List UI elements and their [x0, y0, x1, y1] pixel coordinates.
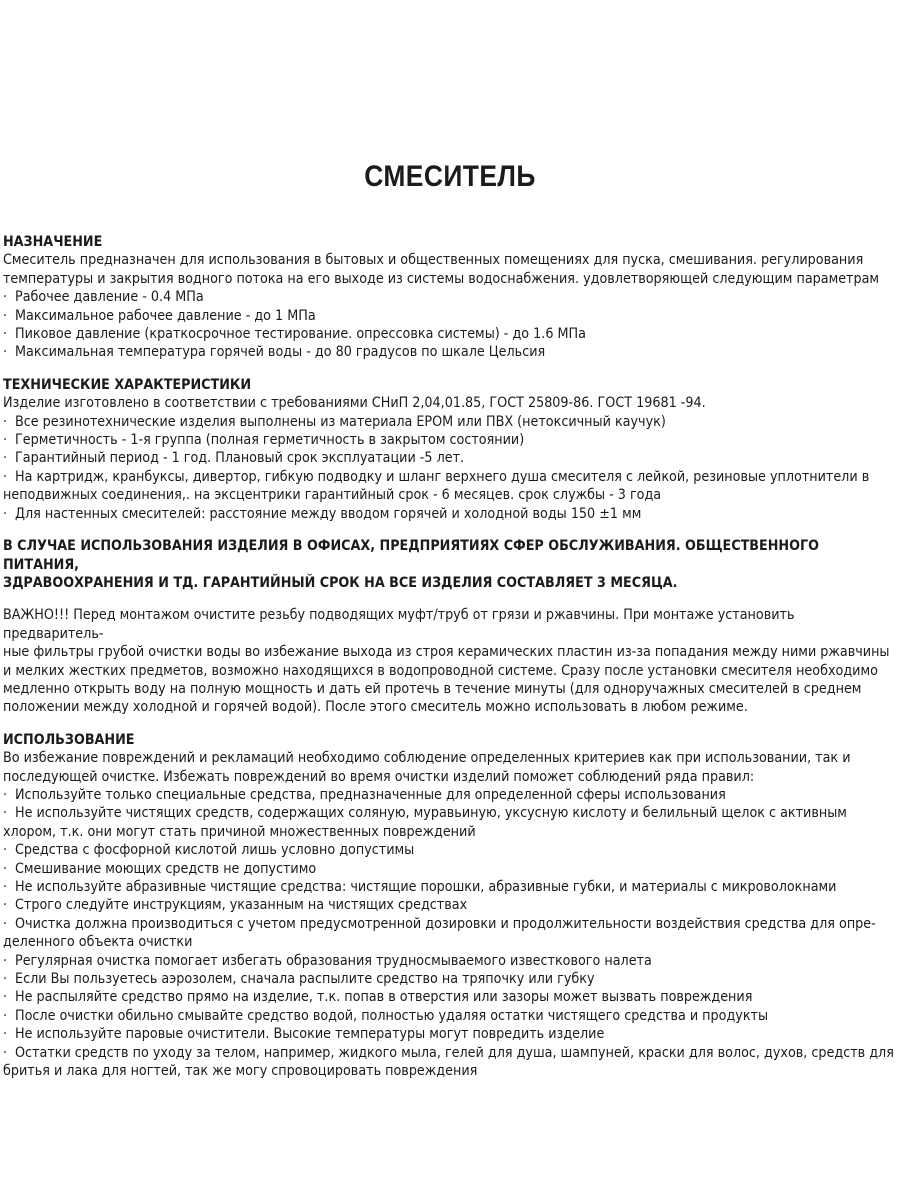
important-line: ВАЖНО!!! Перед монтажом очистите резьбу подводящих муфт/труб от грязи и ржавчины. При монтаже установить предваритель-: [3, 607, 795, 642]
usage-bullet-continuation: бритья и лака для ногтей, так же могу спровоцировать повреждения: [3, 1063, 478, 1080]
usage-bullet: · После очистки обильно смывайте средство водой, полностью удаляя остатки чистящего средства и продукты: [3, 1007, 769, 1024]
purpose-line: Смеситель предназначен для использования в бытовых и общественных помещениях для пуска, смешивания. регулирования: [3, 252, 864, 269]
section-heading-specs: ТЕХНИЧЕСКИЕ ХАРАКТЕРИСТИКИ: [3, 376, 252, 393]
purpose-bullet: · Рабочее давление - 0.4 МПа: [3, 289, 204, 306]
specs-bullet: · На картридж, кранбуксы, дивертор, гибкую подводку и шланг верхнего душа смесителя с лейкой, резиновые уплотнители в: [3, 468, 870, 485]
specs-bullet: · Гарантийный период - 1 год. Плановый срок эксплуатации -5 лет.: [3, 450, 465, 467]
purpose-bullet: · Максимальное рабочее давление - до 1 МПа: [3, 307, 316, 324]
specs-bullet: · Все резинотехнические изделия выполнены из материала ЕРОМ или ПВХ (нетоксичный каучук): [3, 413, 666, 430]
usage-bullet: · Используйте только специальные средства, предназначенные для определенной сферы использования: [3, 786, 726, 803]
important-line: положении между холодной и горячей водой). После этого смеситель можно использовать в любом режиме.: [3, 699, 748, 716]
specs-intro: Изделие изготовлено в соответствии с требованиями СНиП 2,04,01.85, ГОСТ 25809-86. ГОСТ 19681 -94.: [3, 395, 706, 412]
usage-bullet: · Средства с фосфорной кислотой лишь условно допустимы: [3, 842, 415, 859]
usage-bullet-list: [3, 786, 897, 1081]
important-line: медленно открыть воду на полную мощность и дать ей протечь в течение минуты (для одноручажных смесителей в среднем: [3, 680, 862, 697]
usage-bullet: · Строго следуйте инструкциям, указанным на чистящих средствах: [3, 897, 468, 914]
usage-bullet: · Смешивание моющих средств не допустимо: [3, 860, 317, 877]
usage-bullet: · Не используйте абразивные чистящие средства: чистящие порошки, абразивные губки, и материалы с микроволокнами: [3, 879, 837, 895]
purpose-line: температуры и закрытия водного потока на его выходе из системы водоснабжения. удовлетворяющей следующим параметрам: [3, 270, 880, 287]
document-body: [3, 233, 897, 1080]
usage-bullet: · Регулярная очистка помогает избегать образования трудносмываемого известкового налета: [3, 952, 652, 969]
document-title: СМЕСИТЕЛЬ: [364, 160, 536, 193]
usage-bullet: · Не используйте паровые очистители. Высокие температуры могут повредить изделие: [3, 1026, 605, 1043]
specs-bullet: · Для настенных смесителей: расстояние между вводом горячей и холодной воды 150 ±1 мм: [3, 505, 642, 522]
usage-line: последующей очистке. Избежать повреждений во время очистки изделий поможет соблюдений ряда правил:: [3, 768, 755, 785]
usage-bullet: · Если Вы пользуетесь аэрозолем, сначала распылите средство на тряпочку или губку: [3, 971, 595, 988]
usage-bullet: · Остатки средств по уходу за телом, например, жидкого мыла, гелей для душа, шампуней, краски для волос, духов, средств для: [3, 1044, 894, 1061]
section-heading-purpose: НАЗНАЧЕНИЕ: [3, 234, 103, 250]
usage-bullet: · Очистка должна производиться с учетом предусмотренной дозировки и продолжительности воздействия средства для опре-: [3, 915, 876, 932]
warranty-notice-line: ЗДРАВООХРАНЕНИЯ И ТД. ГАРАНТИЙНЫЙ СРОК НА ВСЕ ИЗДЕЛИЯ СОСТАВЛЯЕТ 3 МЕСЯЦА.: [3, 574, 678, 591]
important-line: ные фильтры грубой очистки воды во избежание выхода из строя керамических пластин из-за попадания между ними ржавчины: [3, 644, 890, 661]
warranty-notice-line: В СЛУЧАЕ ИСПОЛЬЗОВАНИЯ ИЗДЕЛИЯ В ОФИСАХ, ПРЕДПРИЯТИЯХ СФЕР ОБСЛУЖИВАНИЯ. ОБЩЕСТВЕННОГО ПИТАНИЯ,: [3, 538, 819, 573]
specs-bullet-continuation: неподвижных соединения,. на эксцентрики гарантийный срок - 6 месяцев. срок службы - 3 года: [3, 487, 662, 504]
important-line: и мелких жестких предметов, возможно находящихся в водопроводной системе. Сразу после установки смесителя необходимо: [3, 662, 878, 679]
section-heading-usage: ИСПОЛЬЗОВАНИЕ: [3, 731, 135, 748]
specs-bullet: · Герметичность - 1-я группа (полная герметичность в закрытом состоянии): [3, 432, 525, 449]
usage-bullet: · Не используйте чистящих средств, содержащих соляную, муравьиную, уксусную кислоту и белильный щелок с активным: [3, 805, 847, 822]
usage-bullet-continuation: деленного объекта очистки: [3, 934, 193, 951]
usage-bullet: · Не распыляйте средство прямо на изделие, т.к. попав в отверстия или зазоры может вызвать повреждения: [3, 989, 753, 1006]
purpose-bullet: · Максимальная температура горячей воды - до 80 градусов по шкале Цельсия: [3, 344, 546, 361]
usage-bullet-continuation: хлором, т.к. они могут стать причиной множественных повреждений: [3, 823, 476, 840]
usage-line: Во избежание повреждений и рекламаций необходимо соблюдение определенных критериев как при использовании, так и: [3, 750, 851, 767]
purpose-bullet: · Пиковое давление (краткосрочное тестирование. опрессовка системы) - до 1.6 МПа: [3, 326, 586, 343]
